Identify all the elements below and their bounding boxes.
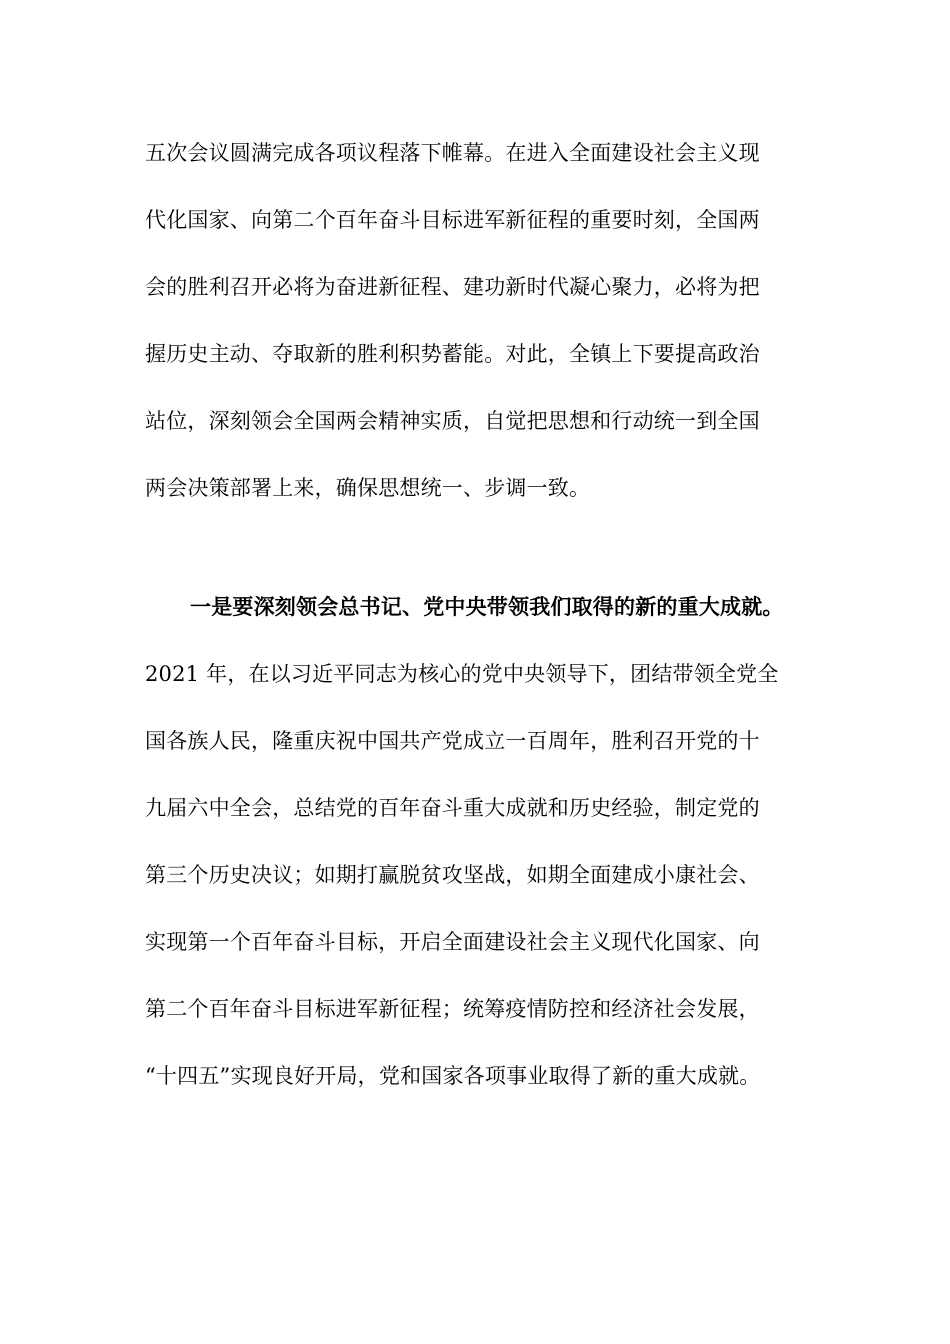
paragraph-2-line-7: “十四五”实现良好开局，党和国家各项事业取得了新的重大成就。 [145, 1064, 761, 1088]
paragraph-1-line-6: 两会决策部署上来，确保思想统一、步调一致。 [145, 476, 591, 500]
paragraph-1-line-5: 站位，深刻领会全国两会精神实质，自觉把思想和行动统一到全国 [145, 409, 760, 433]
paragraph-2-line-3: 九届六中全会，总结党的百年奋斗重大成就和历史经验，制定党的 [145, 796, 760, 820]
paragraph-1-line-3: 会的胜利召开必将为奋进新征程、建功新时代凝心聚力，必将为把 [145, 275, 760, 299]
paragraph-2-line-1: 2021 年，在以习近平同志为核心的党中央领导下，团结带领全党全 [145, 662, 779, 686]
paragraph-1-line-4: 握历史主动、夺取新的胜利积势蓄能。对此，全镇上下要提高政治 [145, 342, 760, 366]
section-heading: 一是要深刻领会总书记、党中央带领我们取得的新的重大成就。 [190, 594, 784, 619]
paragraph-2-line-2: 国各族人民，隆重庆祝中国共产党成立一百周年，胜利召开党的十 [145, 729, 760, 753]
paragraph-2-line-4: 第三个历史决议；如期打赢脱贫攻坚战，如期全面建成小康社会、 [145, 863, 760, 887]
paragraph-1-line-2: 代化国家、向第二个百年奋斗目标进军新征程的重要时刻，全国两 [145, 208, 760, 232]
paragraph-2-line-5: 实现第一个百年奋斗目标，开启全面建设社会主义现代化国家、向 [145, 930, 760, 954]
paragraph-2-line-6: 第二个百年奋斗目标进军新征程；统筹疫情防控和经济社会发展， [145, 997, 760, 1021]
paragraph-1-line-1: 五次会议圆满完成各项议程落下帷幕。在进入全面建设社会主义现 [145, 141, 760, 165]
